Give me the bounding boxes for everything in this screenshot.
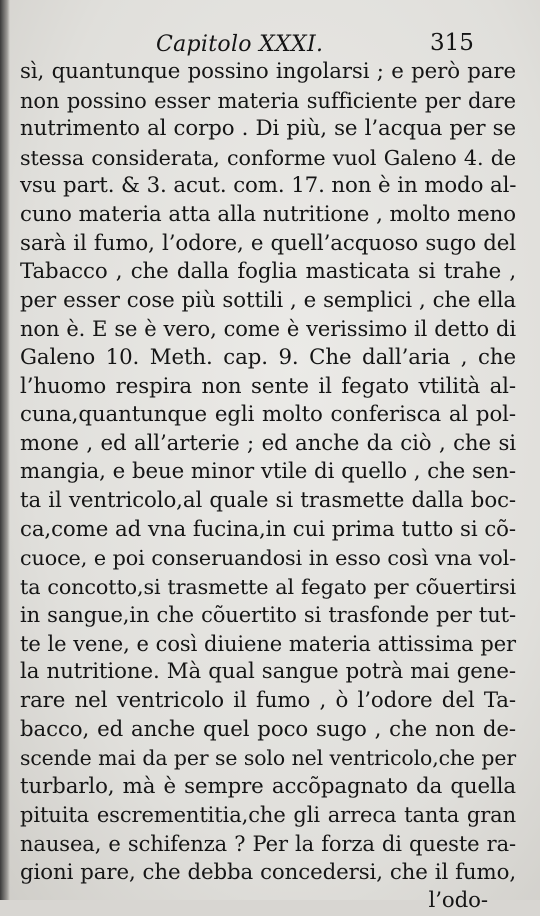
text-line: mone , ed all’arterie ; ed anche da ciò , che si: [20, 430, 516, 456]
text-line: rare nel ventricolo il fumo , ò l’odore del Ta-: [20, 688, 516, 714]
text-line: ca,come ad vna fucina,in cui prima tutto si cõ-: [20, 516, 516, 542]
page-header: [0, 28, 540, 62]
text-line: ta il ventricolo,al quale si trasmette dalla boc-: [20, 487, 516, 513]
text-line: per esser cose più sottili , e semplici , che ella: [20, 287, 516, 313]
text-line: cuna,quantunque egli molto conferisca al pol-: [20, 402, 516, 428]
text-line: sarà il fumo, l’odore, e quell’acquoso sugo del: [20, 230, 516, 256]
page-number: 315: [430, 30, 474, 56]
text-line: ta concotto,si trasmette al fegato per cõuertirsi: [20, 574, 516, 599]
page-gutter-shadow: [0, 0, 10, 900]
text-line: vsu part. & 3. acut. com. 17. non è in modo al-: [20, 173, 517, 199]
text-line: te le vene, e così diuiene materia attissima per: [20, 631, 516, 656]
text-line: cuoce, e poi conseruandosi in esso così vna vol-: [20, 546, 516, 571]
text-line: non possino esser materia sufficiente per dare: [20, 88, 516, 113]
text-line: Tabacco , che dalla foglia masticata si trahe ,: [20, 259, 516, 285]
text-line: gioni pare, che debba concedersi, che il fumo,: [20, 859, 516, 885]
catchword: l’odo-: [428, 888, 488, 914]
text-line: in sangue,in che cõuertito si trasfonde per tut-: [20, 603, 516, 628]
text-line: turbarlo, mà è sempre accõpagnato da quella: [20, 773, 516, 799]
text-line: scende mai da per se solo nel ventricolo,che per: [20, 746, 516, 771]
text-line: non è. E se è vero, come è verissimo il detto di: [20, 317, 516, 342]
text-line: cuno materia atta alla nutritione , molto meno: [20, 201, 516, 227]
body-text: [20, 58, 516, 916]
text-line: bacco, ed anche quel poco sugo , che non de-: [20, 716, 516, 742]
text-line: la nutritione. Mà qual sangue potrà mai gene-: [20, 659, 516, 685]
text-line: stessa considerata, conforme vuol Galeno 4. de: [20, 145, 516, 170]
text-line: nutrimento al corpo . Di più, se l’acqua per se: [20, 116, 516, 142]
text-line: l’huomo respira non sente il fegato vtilità al-: [20, 373, 516, 399]
text-line: nausea, e schifenza ? Per la forza di queste ra-: [20, 832, 516, 857]
text-line: mangia, e beue minor vtile di quello , che sen-: [20, 459, 516, 485]
running-title: Capitolo XXXI.: [156, 32, 324, 57]
text-line: sì, quantunque possino ingolarsi ; e però pare: [20, 59, 516, 84]
text-line: pituita escrementitia,che gli arreca tanta gran: [20, 803, 516, 828]
text-line: Galeno 10. Meth. cap. 9. Che dall’aria , che: [20, 344, 516, 370]
